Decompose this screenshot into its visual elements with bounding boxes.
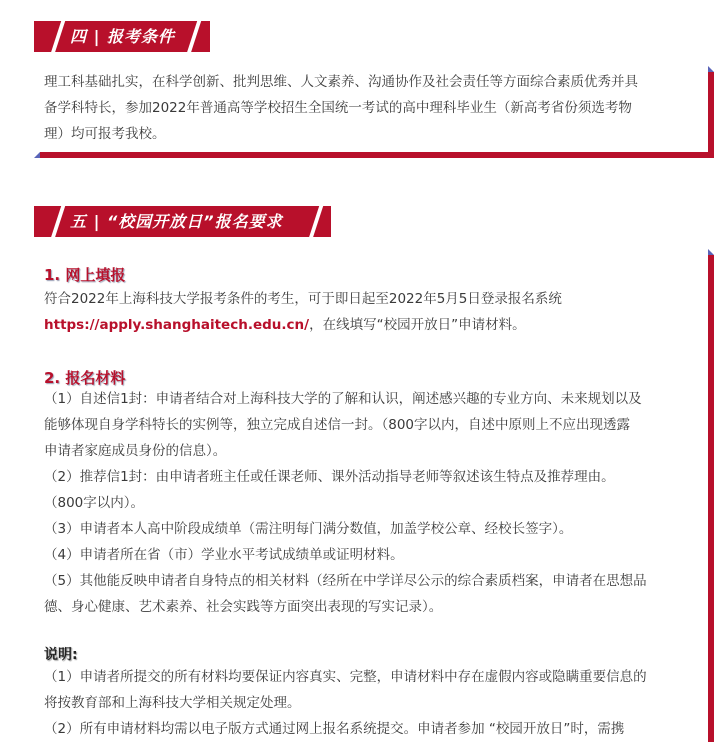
apply-link[interactable]: https://apply.shanghaitech.edu.cn/ xyxy=(44,317,310,333)
text-line: 将按教育部和上海科技大学相关规定处理。 xyxy=(44,695,301,711)
text-line: （2）所有申请材料均需以电子版方式通过网上报名系统提交。申请者参加 “校园开放日”时，需携 xyxy=(44,721,625,737)
section5-banner xyxy=(34,206,331,237)
notes-heading: 说明: xyxy=(44,647,78,663)
text-line: 理工科基础扎实，在科学创新、批判思维、人文素养、沟通协作及社会责任等方面综合素质优秀并具 xyxy=(44,74,638,90)
text-line: （2）推荐信1封：由申请者班主任或任课老师、课外活动指导老师等叙述该生特点及推荐理由。 xyxy=(44,469,615,485)
box-border-right xyxy=(708,72,714,158)
text-line: 能够体现自身学科特长的实例等，独立完成自述信一封。（800字以内，自述中原则上不应出现透露 xyxy=(44,417,631,433)
text-line: 理）均可报考我校。 xyxy=(44,126,166,142)
banner-stripe xyxy=(186,21,203,52)
section4-body xyxy=(44,69,694,147)
item2-heading: 2. 报名材料 xyxy=(44,369,126,387)
banner-stripe xyxy=(50,21,67,52)
text-line: （1）申请者所提交的所有材料均要保证内容真实、完整，申请材料中存在虚假内容或隐瞒重要信息的 xyxy=(44,669,647,685)
text-span: ，在线填写“校园开放日”申请材料。 xyxy=(309,317,526,333)
banner-stripe xyxy=(50,206,67,237)
box-border-bottom xyxy=(40,152,714,158)
banner-stripe xyxy=(308,206,325,237)
text-line xyxy=(44,312,694,338)
text-line: （1）自述信1封：申请者结合对上海科技大学的了解和认识，阐述感兴趣的专业方向、未来规划以及 xyxy=(44,391,642,407)
box-border-right xyxy=(708,255,714,742)
section5-title: 五 | “校园开放日”报名要求 xyxy=(70,212,283,231)
item1-body xyxy=(44,286,694,338)
text-line: （5）其他能反映申请者自身特点的相关材料（经所在中学详尽公示的综合素质档案，申请者在思想品 xyxy=(44,573,647,589)
section4-title: 四 | 报考条件 xyxy=(70,27,175,46)
item1-heading: 1. 网上填报 xyxy=(44,266,126,284)
notes-body xyxy=(44,664,694,742)
text-line: 德、身心健康、艺术素养、社会实践等方面突出表现的写实记录）。 xyxy=(44,599,443,615)
text-line: （3）申请者本人高中阶段成绩单（需注明每门满分数值，加盖学校公章、经校长签字）。 xyxy=(44,521,573,537)
text-line: 备学科特长，参加2022年普通高等学校招生全国统一考试的高中理科毕业生（新高考省份须选考物 xyxy=(44,100,632,116)
section4-banner xyxy=(34,21,210,52)
text-line: （800字以内）。 xyxy=(44,495,145,511)
item2-body xyxy=(44,386,694,620)
text-line: （4）申请者所在省（市）学业水平考试成绩单或证明材料。 xyxy=(44,547,404,563)
text-line: 申请者家庭成员身份的信息）。 xyxy=(44,443,227,459)
text-line: 符合2022年上海科技大学报考条件的考生，可于即日起至2022年5月5日登录报名系统 xyxy=(44,291,562,307)
